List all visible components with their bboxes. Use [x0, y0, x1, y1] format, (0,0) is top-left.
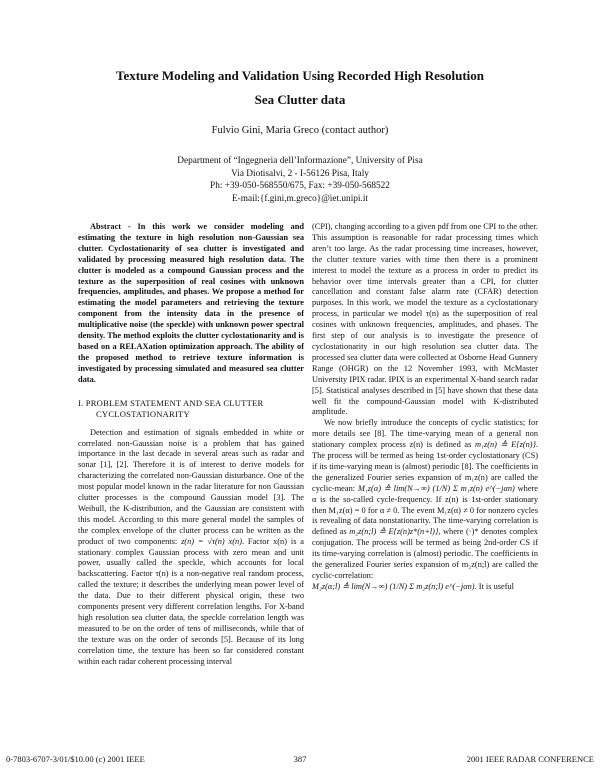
affiliation-address: Via Diotisalvi, 2 - I-56126 Pisa, Italy — [231, 168, 369, 179]
intro-text-cont: . Factor x(n) is a stationary complex Gaussian process with zero mean and unit power, usually called the speckle, which accounts for local backscattering. Factor τ(n) is a non-negative real random process, called the texture; it describes the underlying mean power level of the data. Due to their different physical origin, these two components present very different correlation lengths. For X-band high resolution sea clutter data, the speckle correlation length was measured to be on the order of tens of milliseconds, while that of the texture was on the order of seconds [5]. Because of its long correlation time, the texture has been so far considered constant within each radar coherent processing interval — [78, 536, 305, 666]
left-column — [78, 222, 304, 668]
footer-page-number: 387 — [293, 754, 307, 764]
equation-cyclic-correlation: M₂z(α;l) ≙ lim(N→∞) (1/N) Σ m₂z(n;l) e^(−jαn) — [312, 581, 475, 591]
equation-compound-model: z(n) = √τ(n) x(n) — [181, 536, 242, 546]
intro-paragraph — [78, 428, 304, 668]
equation-cyclic-mean: M₁z(α) ≙ lim(N→∞) (1/N) Σ m₁z(n) e^(−jαn) — [357, 483, 515, 493]
title-line-1: Texture Modeling and Validation Using Recorded High Resolution — [115, 68, 485, 83]
abstract: Abstract - In this work we consider modeling and estimating the texture in high resolution non-Gaussian sea clutter. Cyclostationarity of sea clutter is investigated and validated by processing measured high resolution data. The clutter is modeled as a compound Gaussian process and the texture as the superposition of real cosines with unknown frequencies, amplitudes, and phases. We propose a method for estimating the model parameters and retrieving the texture component from the intensity data in the presence of multiplicative noise (the speckle) with unknown power spectral density. The method exploits the clutter cyclostationarity and is based on a RELAXation optimization approach. The ability of the proposed method to retrieve texture information is investigated by processing simulated and measured sea clutter data. — [78, 222, 304, 384]
paper-title — [60, 64, 540, 112]
authors: Fulvio Gini, Maria Greco (contact author) — [211, 125, 389, 136]
cyclic-text-cont: . The process will be termed as being 1st-order cyclostationary (CS) if its time-varying mean is (almost) periodic [8]. The coefficients in the generalized Fourier series expansion of m₁z(n) are called the cyclic-mean: — [312, 440, 539, 493]
texture-paragraph: (CPI), changing according to a given pdf from one CPI to the other. This assumption is reasonable for radar processing times which aren’t too large. As the radar processing time increases, however, the clutter texture varies with time then there is a prominent interest to model the texture as a process in order to predict its behavior over time intervals greater than a CPI, for clutter cancellation and constant false alarm rate (CFAR) detection purposes. In this work, we model the texture as a cyclostationary process, in particular we model τ(n) as the superposition of real cosines with unknown frequencies, amplitudes, and phases. The first step of our analysis is to investigate the presence of cyclostationarity in our high resolution sea clutter data. The processed sea clutter data were collected at Osborne Head Gunnery Range (OHGR) on the 12 November 1993, with McMaster University IPIX radar. IPIX is an experimental X-band search radar [5]. Statistical analyses described in [5] have shown that these data well fit the compound-Gaussian model with K-distributed amplitude. — [312, 222, 538, 417]
affiliation-phone-fax: Ph: +39-050-568550/675, Fax: +39-050-568522 — [210, 181, 390, 191]
affiliation-department: Department of “Ingegneria dell’Informazione”, University of Pisa — [177, 156, 423, 166]
title-line-2: Sea Clutter data — [254, 92, 346, 107]
footer-copyright: 0-7803-6707-3/01/$10.00 (c) 2001 IEEE — [6, 754, 145, 764]
cyclic-statistics-paragraph — [312, 418, 538, 593]
equation-time-varying-mean: m₁z(n) ≙ E{z(n)} — [475, 440, 536, 450]
footer-conference: 2001 IEEE RADAR CONFERENCE — [466, 754, 594, 764]
cyclic-text-cont-2: where α is the so-called cycle-frequency. If z(n) is 1st-order stationary then M₁z(α) = 0 for α ≠ 0. The event M₁z(α) ≠ 0 for nonzero cycles is revealing of data nonstationarity. The time-varying correlation is defined as — [312, 483, 539, 537]
affiliation-email: E-mail:{f.gini,m.greco}@iet.unipi.it — [232, 193, 368, 204]
right-column — [312, 222, 538, 593]
affiliation-block — [80, 155, 520, 205]
section-heading-sub: CYCLOSTATIONARITY — [96, 408, 190, 419]
cyclic-intro-text: We now briefly introduce the concepts of cyclic statistics; for more details see [8]. The time-varying mean of a general non stationary complex process z(n) is defined as — [312, 418, 538, 450]
cyclic-text-cont-3: , where (·)* denotes complex conjugation. The process will be termed as being 2nd-order CS if its time-varying correlation is (almost) periodic. The coefficients in the generalized Fourier series expansion of m₂z(n;l) are called the cyclic-correlation: — [312, 527, 538, 580]
section-heading — [78, 398, 304, 420]
section-heading-main: I. PROBLEM STATEMENT AND SEA CLUTTER — [78, 397, 264, 408]
equation-time-varying-correlation: m₂z(n;l) ≙ E{z(n)z*(n+l)} — [349, 527, 439, 537]
intro-text: Detection and estimation of signals embedded in white or correlated non-Gaussian noise is a problem that has gained importance in the last decade in several areas such as radar and sonar [1], [2]. Therefore it is of interest to derive models for characterizing the correlated non-Gaussian disturbance. One of the most popular model known in the radar literature for non Gaussian clutter processes is the compound Gaussian model [3]. The Weibull, the K-distribution, and the Gaussian are consistent with this model. According to this more general model the samples of the complex envelope of the clutter process can be written as the product of two components: — [78, 427, 304, 546]
cyclic-text-end: . It is useful — [474, 581, 514, 591]
